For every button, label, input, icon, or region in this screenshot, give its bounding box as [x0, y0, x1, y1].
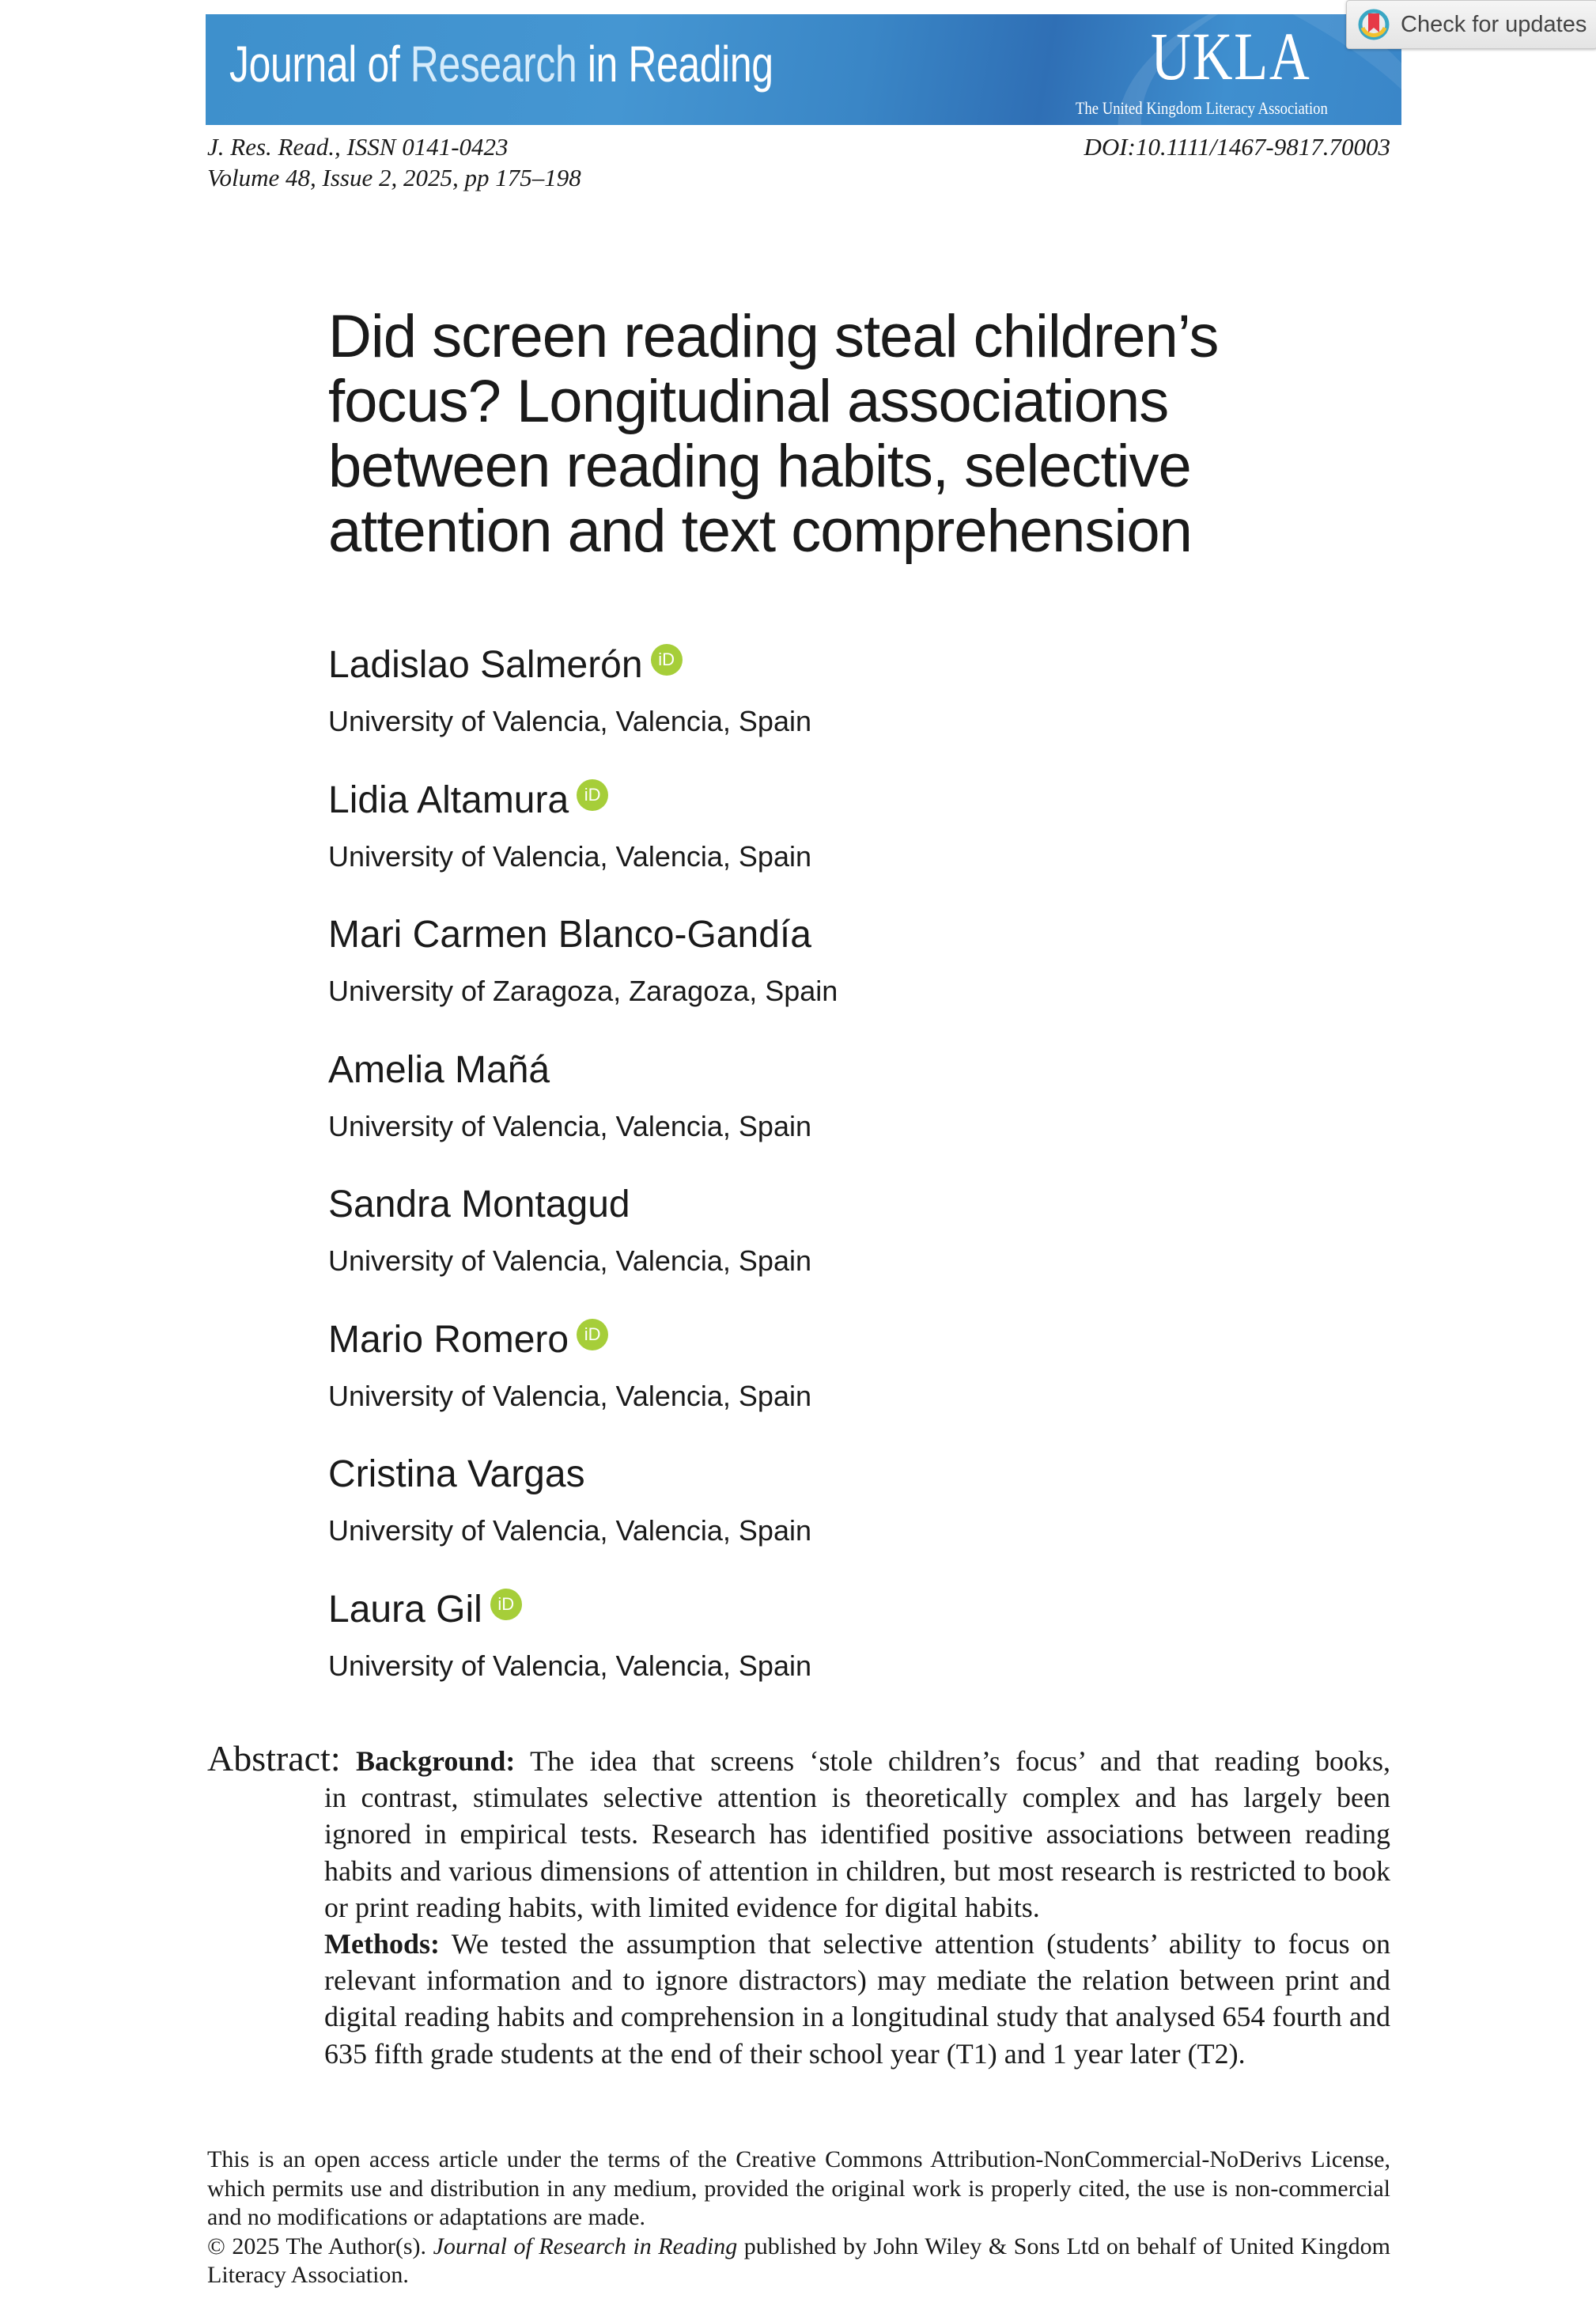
author-name: Lidia Altamura [328, 778, 569, 821]
journal-title: Journal of Research in Reading [229, 36, 773, 93]
title-line: Did screen reading steal children’s [328, 303, 1219, 370]
background-text: in contrast, stimulates selective attention is theoretically complex and has largely been ignored in empirical tests. Research has identified positive associations between reading habits and various dimensions of attention in children, but most research is restricted to book or print reading habits, with limited evidence for digital habits. [324, 1782, 1390, 1923]
methods-text: We tested the assumption that selective attention (students’ ability to focus on relevant information and to ignore distractors) may mediate the relation between print and digital reading habits and comprehension in a longitudinal study that analysed 654 fourth and 635 fifth grade students at the end of their school year (T1) and 1 year later (T2). [324, 1928, 1390, 2070]
background-heading: Background: [356, 1745, 516, 1777]
author-list [328, 642, 1277, 1721]
article-title [328, 305, 1356, 564]
check-for-updates-button[interactable] [1346, 0, 1596, 49]
author-name: Laura Gil [328, 1588, 482, 1631]
author-name: Mari Carmen Blanco-Gandía [328, 914, 811, 956]
copyright-prefix: © 2025 The Author(s). [207, 2233, 433, 2259]
author-affiliation: University of Valencia, Valencia, Spain [328, 1244, 811, 1277]
author-entry [328, 642, 1277, 778]
author-entry [328, 1047, 1277, 1183]
ukla-subtitle: The United Kingdom Literacy Association [1076, 98, 1328, 118]
crossmark-icon [1356, 7, 1391, 42]
journal-banner [206, 14, 1401, 125]
background-text-first: The idea that screens ‘stole children’s focus’ and that reading books, [515, 1745, 1391, 1777]
author-name: Mario Romero [328, 1318, 569, 1361]
journal-issn: J. Res. Read., ISSN 0141-0423 [207, 133, 509, 161]
author-entry [328, 912, 1277, 1047]
author-affiliation: University of Valencia, Valencia, Spain [328, 1109, 811, 1142]
copyright-journal: Journal of Research in Reading [433, 2233, 738, 2259]
author-entry [328, 1587, 1277, 1722]
author-name: Cristina Vargas [328, 1453, 585, 1495]
author-entry [328, 778, 1277, 913]
check-for-updates-label: Check for updates [1401, 11, 1587, 37]
orcid-icon[interactable]: iD [577, 1319, 608, 1350]
abstract [207, 1740, 1390, 2072]
author-entry [328, 1182, 1277, 1317]
author-name: Ladislao Salmerón [328, 644, 643, 686]
doi[interactable]: DOI:10.1111/1467-9817.70003 [1084, 133, 1390, 161]
license-notice [207, 2146, 1390, 2290]
volume-issue: Volume 48, Issue 2, 2025, pp 175–198 [207, 164, 581, 191]
title-line: between reading habits, selective [328, 433, 1191, 500]
author-affiliation: University of Valencia, Valencia, Spain [328, 1379, 811, 1412]
author-name: Amelia Mañá [328, 1048, 550, 1091]
author-affiliation: University of Zaragoza, Zaragoza, Spain [328, 975, 838, 1007]
ukla-logo: UKLA [1151, 18, 1311, 94]
author-affiliation: University of Valencia, Valencia, Spain [328, 705, 811, 737]
author-entry [328, 1317, 1277, 1452]
abstract-label: Abstract: [207, 1738, 341, 1778]
license-text: This is an open access article under the terms of the Creative Commons Attribution-NonCommercial-NoDerivs License, which permits use and distribution in any medium, provided the original work is properly cited, the use is non-commercial and no modifications or adaptations are made. [207, 2146, 1390, 2230]
orcid-icon[interactable]: iD [577, 779, 608, 811]
title-line: focus? Longitudinal associations [328, 368, 1169, 435]
methods-heading: Methods: [324, 1928, 440, 1960]
orcid-icon[interactable]: iD [651, 644, 683, 676]
author-affiliation: University of Valencia, Valencia, Spain [328, 839, 811, 873]
copyright-suffix: published by John Wiley & Sons Ltd on behalf of United Kingdom Literacy Association. [207, 2233, 1390, 2288]
orcid-icon[interactable]: iD [490, 1589, 522, 1620]
title-line: attention and text comprehension [328, 498, 1192, 565]
author-entry [328, 1452, 1277, 1587]
author-affiliation: University of Valencia, Valencia, Spain [328, 1649, 811, 1682]
author-name: Sandra Montagud [328, 1184, 630, 1225]
author-affiliation: University of Valencia, Valencia, Spain [328, 1514, 811, 1547]
